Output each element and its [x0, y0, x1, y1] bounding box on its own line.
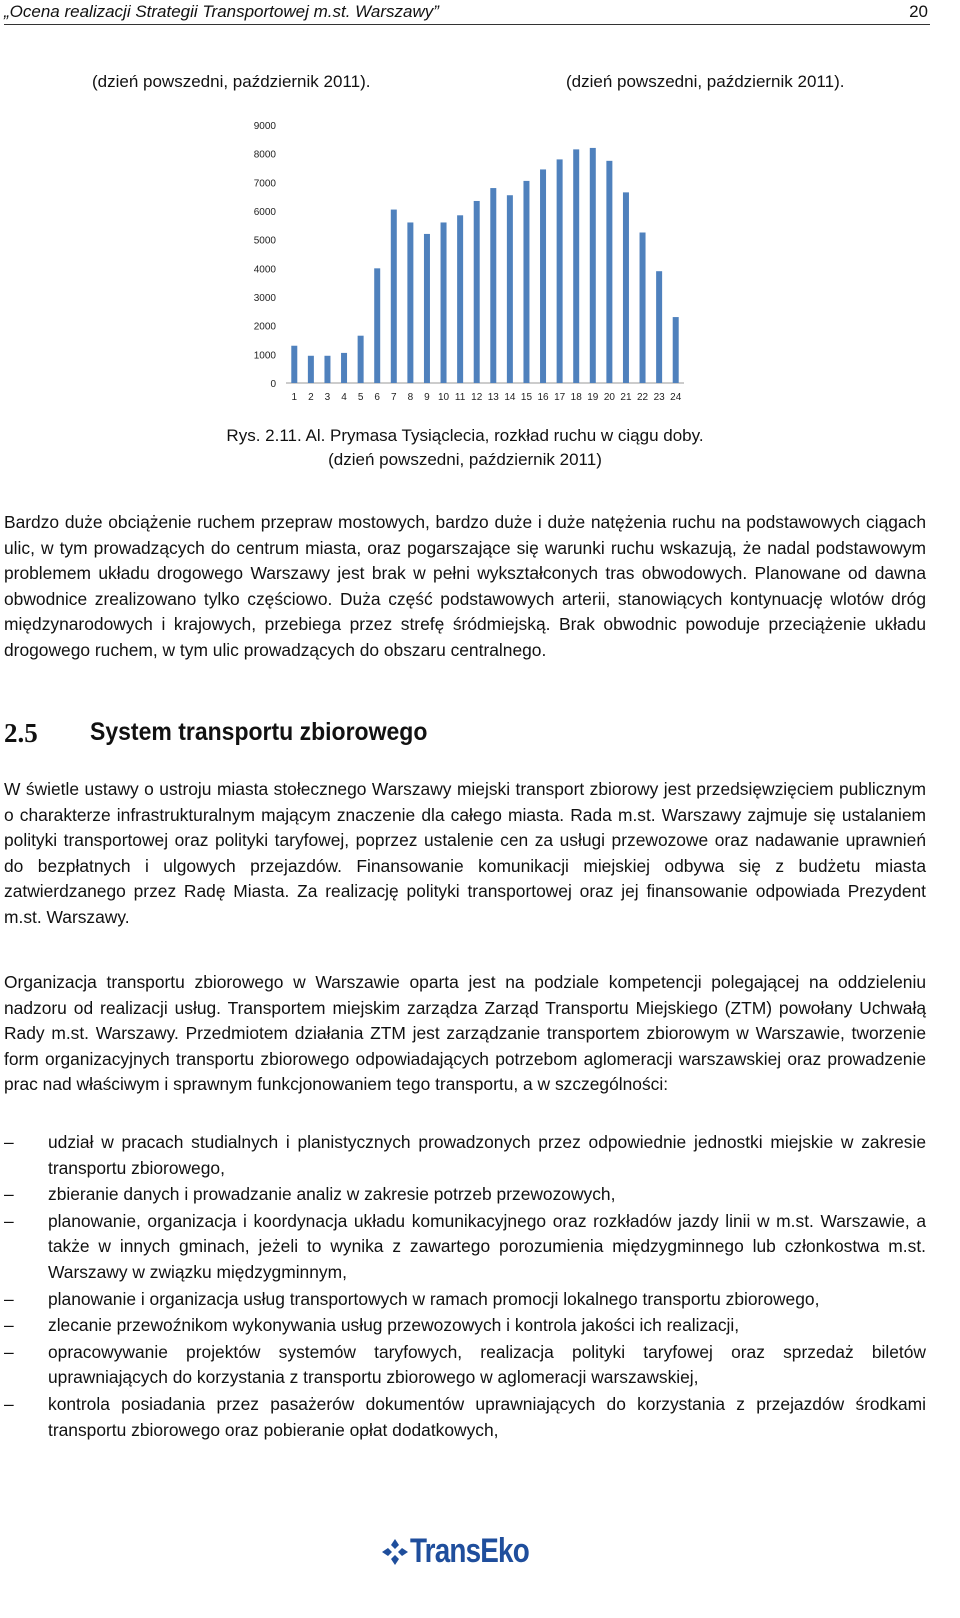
- list-item: [4, 1392, 926, 1443]
- list-item: [4, 1340, 926, 1391]
- paragraph-organization: Organizacja transportu zbiorowego w Warszawie oparta jest na podziale kompetencji polegającej na oddzieleniu nadzoru od realizacji usług. Transportem miejskim zarządza Zarząd Transportu Miejskiego (ZTM) powołany Uchwałą Rady m.st. Warszawy. Przedmiotem działania ZTM jest zarządzanie transportem zbiorowym w Warszawie, tworzenie form organizacyjnych transportu zbiorowego odpowiadających potrzebom aglomeracji warszawskiej oraz prowadzenie prac nad właściwym i sprawnym funkcjonowaniem tego transportu, a w szczególności:: [4, 972, 926, 1095]
- footer-logo: [380, 1532, 555, 1571]
- x-tick-label: 13: [487, 392, 499, 403]
- transeko-logo-icon: [380, 1537, 410, 1567]
- list-item-text: planowanie, organizacja i koordynacja układu komunikacyjnego oraz rozkładów jazdy linii w m.st. Warszawie, a także w innych gminach, jeżeli to wynika z zawartego porozumienia międzygminnego lub członkostwa m.st. Warszawy w związku międzygminnym,: [48, 1210, 926, 1282]
- dash-bullet: –: [4, 1210, 14, 1231]
- top-caption-right: (dzień powszedni, październik 2011).: [566, 72, 845, 91]
- list-item: [4, 1209, 926, 1286]
- dash-bullet: –: [4, 1315, 14, 1336]
- bar: [606, 161, 612, 383]
- bar: [358, 336, 364, 383]
- x-tick-label: 20: [603, 392, 615, 403]
- list-item: [4, 1130, 926, 1181]
- x-tick-label: 7: [391, 392, 397, 403]
- paragraph-law: W świetle ustawy o ustroju miasta stołecznego Warszawy miejski transport zbiorowy jest przedsięwzięciem publicznym o charakterze infrastrukturalnym mającym znaczenie dla całego miasta. Rada m.st. Warszawy zajmuje się ustalaniem polityki transportowej oraz polityki taryfowej, poprzez ustalenie cen za usługi przewozowe oraz nadawanie uprawnień do bezpłatnych i ulgowych przejazdów. Finansowanie komunikacji miejskiej odbywa się z budżetu miasta zatwierdzanego przez Radę Miasta. Za realizację polityki transportowej oraz jej finansowanie odpowiada Prezydent m.st. Warszawy.: [4, 779, 926, 927]
- y-tick-label: 6000: [253, 207, 276, 218]
- logo-text: TransEko: [410, 1532, 529, 1570]
- x-tick-label: 10: [437, 392, 450, 403]
- bar: [324, 356, 330, 383]
- list-item: [4, 1182, 926, 1208]
- list-item: [4, 1287, 926, 1313]
- list-item-text: kontrola posiadania przez pasażerów dokumentów uprawniających do korzystania z przejazdów środkami transportu zbiorowego oraz pobieranie opłat dodatkowych,: [48, 1393, 926, 1440]
- dash-bullet: –: [4, 1393, 14, 1414]
- bar: [540, 169, 546, 383]
- bar: [407, 222, 413, 383]
- list-item-text: planowanie i organizacja usług transportowych w ramach promocji lokalnego transportu zbiorowego,: [48, 1288, 820, 1309]
- bar: [590, 148, 596, 383]
- y-tick-label: 2000: [253, 321, 276, 333]
- x-tick-label: 15: [520, 392, 533, 403]
- y-tick-label: 5000: [253, 235, 276, 247]
- section-number: 2.5: [4, 718, 38, 748]
- bar: [474, 201, 480, 383]
- bar: [573, 149, 579, 383]
- bar: [523, 181, 529, 383]
- y-tick-label: 1000: [253, 350, 276, 362]
- x-tick-label: 17: [554, 392, 566, 403]
- figure-caption: Rys. 2.11. Al. Prymasa Tysiąclecia, rozkład ruchu w ciągu doby.: [226, 426, 704, 445]
- dash-bullet: –: [4, 1288, 14, 1309]
- y-tick-label: 8000: [253, 149, 276, 161]
- list-item: [4, 1313, 926, 1339]
- dash-bullet: –: [4, 1132, 14, 1152]
- ztm-tasks-list: [4, 1130, 926, 1444]
- bar: [441, 222, 447, 383]
- y-tick-label: 3000: [253, 293, 276, 304]
- header-divider: [4, 24, 930, 25]
- bar: [656, 271, 662, 383]
- x-tick-label: 24: [670, 392, 682, 403]
- bar: [490, 188, 496, 383]
- bar: [623, 192, 629, 383]
- y-tick-label: 9000: [253, 121, 276, 132]
- x-tick-label: 23: [653, 392, 665, 403]
- bar: [640, 233, 646, 384]
- y-tick-label: 0: [270, 379, 276, 390]
- x-tick-label: 21: [620, 392, 632, 403]
- bar: [308, 356, 314, 383]
- dash-bullet: –: [4, 1184, 14, 1205]
- x-tick-label: 9: [424, 392, 430, 403]
- section-title: System transportu zbiorowego: [90, 718, 428, 746]
- bar: [341, 353, 347, 383]
- x-tick-label: 2: [308, 392, 314, 403]
- bar: [557, 159, 563, 383]
- x-tick-label: 18: [570, 392, 582, 403]
- x-tick-label: 1: [291, 392, 298, 403]
- x-tick-label: 8: [407, 392, 414, 403]
- bar: [391, 210, 397, 383]
- x-tick-label: 22: [636, 392, 649, 403]
- figure-subcaption: (dzień powszedni, październik 2011): [328, 450, 602, 469]
- y-tick-label: 7000: [253, 178, 276, 190]
- x-tick-label: 5: [357, 392, 364, 403]
- list-item-text: zbieranie danych i prowadzanie analiz w zakresie potrzeb przewozowych,: [48, 1184, 616, 1205]
- x-tick-label: 19: [587, 392, 599, 403]
- header-title: „Ocena realizacji Strategii Transportowej m.st. Warszawy”: [4, 2, 439, 21]
- bar: [291, 346, 297, 383]
- list-item-text: zlecanie przewoźnikom wykonywania usług przewozowych i kontrola jakości ich realizacji,: [48, 1315, 740, 1336]
- list-item-text: opracowywanie projektów systemów taryfowych, realizacja polityki taryfowej oraz sprzedaż biletów uprawniających do korzystania z transportu zbiorowego w aglomeracji warszawskiej,: [48, 1341, 926, 1388]
- dash-bullet: –: [4, 1341, 14, 1362]
- x-tick-label: 16: [537, 392, 549, 403]
- x-tick-label: 11: [454, 392, 466, 403]
- x-tick-label: 14: [504, 392, 516, 403]
- bar: [507, 195, 513, 383]
- bar: [457, 215, 463, 383]
- paragraph-bridges: Bardzo duże obciążenie ruchem przepraw mostowych, bardzo duże i duże natężenia ruchu na podstawowych ciągach ulic, w tym prowadzących do centrum miasta, oraz pogarszające się warunki ruchu wskazują, że nadal podstawowym problemem układu drogowego Warszawy jest brak w pełni wykształconych tras obwodowych. Planowane od dawna obwodnice zrealizowano tylko częściowo. Duża część podstawowych arterii, stanowiących kontynuację wlotów dróg międzynarodowych i krajowych, przebiega przez strefę śródmiejską. Brak obwodnic powoduje przeciążenie układu drogowego ruchem, w tym ulic prowadzących do obszaru centralnego.: [4, 512, 926, 660]
- x-tick-label: 3: [324, 392, 331, 403]
- bar: [374, 268, 380, 383]
- x-tick-label: 4: [341, 392, 347, 403]
- bar: [424, 234, 430, 383]
- x-tick-label: 6: [374, 392, 380, 403]
- page-number: 20: [909, 2, 928, 21]
- top-caption-left: (dzień powszedni, październik 2011).: [92, 72, 371, 91]
- x-tick-label: 12: [471, 392, 483, 403]
- traffic-bar-chart: [240, 112, 700, 408]
- list-item-text: udział w pracach studialnych i planistycznych prowadzonych przez odpowiednie jednostki miejskie w zakresie transportu zbiorowego,: [48, 1132, 926, 1178]
- y-tick-label: 4000: [253, 264, 276, 276]
- bar: [673, 317, 679, 383]
